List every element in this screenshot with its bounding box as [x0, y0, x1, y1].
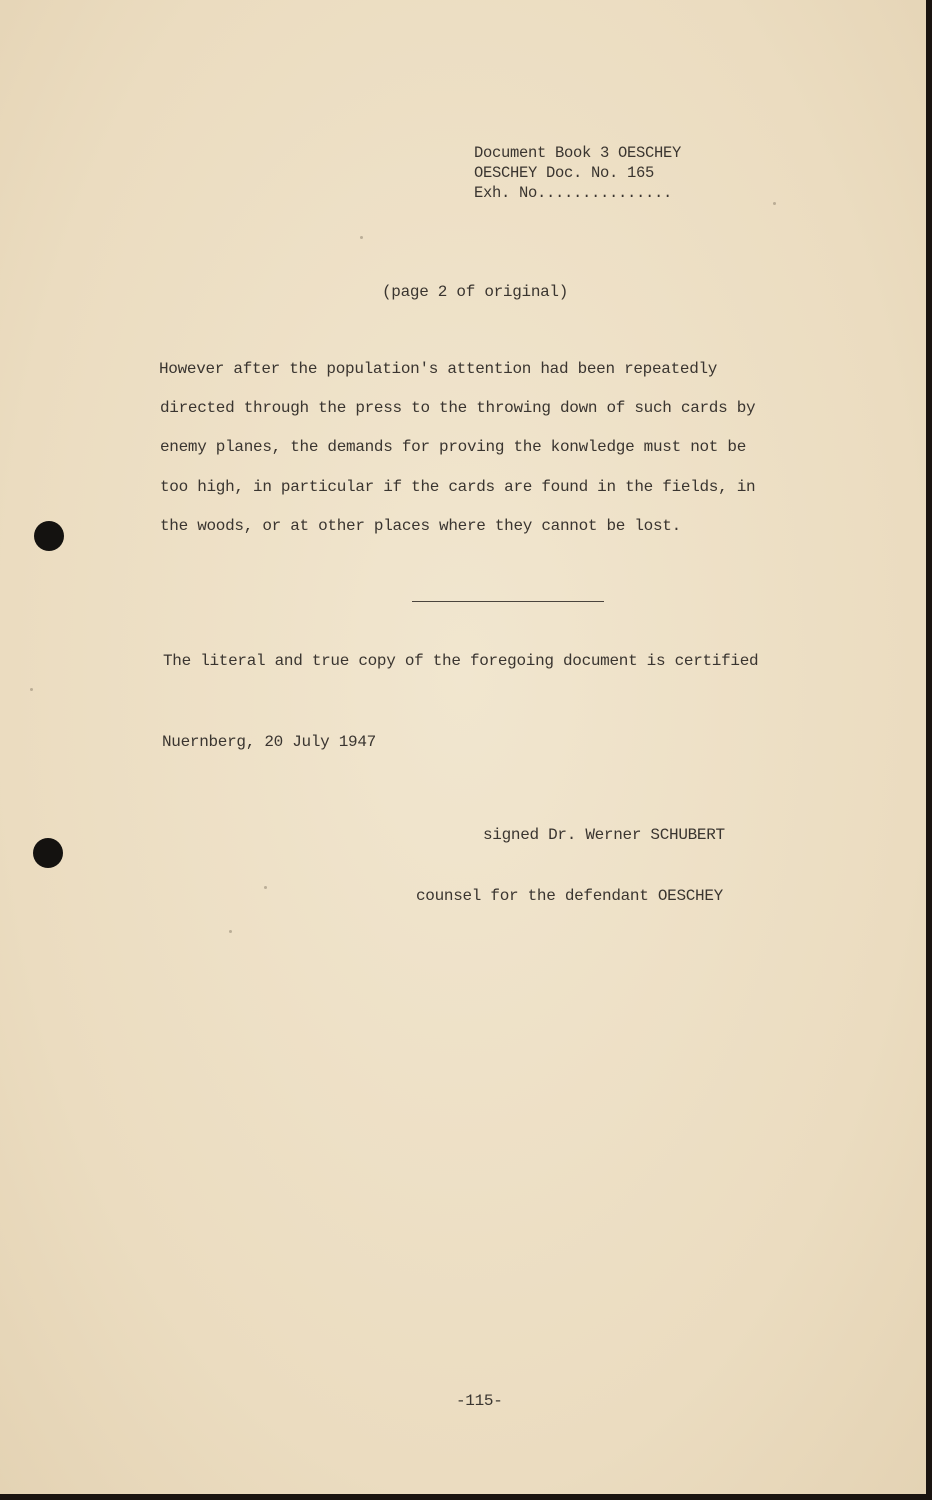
body-line: too high, in particular if the cards are found in the fields, in [160, 478, 756, 496]
paper-speck [30, 688, 33, 691]
body-line: the woods, or at other places where they cannot be lost. [160, 517, 681, 535]
document-book-line: Document Book 3 OESCHEY [474, 144, 682, 162]
punch-hole-bottom [33, 838, 63, 868]
certification-statement: The literal and true copy of the foregoing document is certified [163, 652, 759, 670]
paper-speck [773, 202, 776, 205]
paper-speck [360, 236, 363, 239]
separator-rule [412, 601, 604, 602]
body-line: However after the population's attention had been repeatedly [159, 360, 718, 378]
punch-hole-top [34, 521, 64, 551]
body-line: enemy planes, the demands for proving the konwledge must not be [160, 438, 746, 456]
place-and-date: Nuernberg, 20 July 1947 [162, 733, 376, 751]
paper-speck [264, 886, 267, 889]
counsel-role: counsel for the defendant OESCHEY [416, 887, 723, 905]
paper-speck [229, 930, 232, 933]
exhibit-number-line: Exh. No............... [474, 184, 673, 202]
page-of-original-note: (page 2 of original) [382, 283, 569, 301]
body-line: directed through the press to the throwing down of such cards by [160, 399, 756, 417]
page-number: -115- [456, 1392, 503, 1410]
doc-number-line: OESCHEY Doc. No. 165 [474, 164, 655, 182]
signed-by: signed Dr. Werner SCHUBERT [483, 826, 725, 844]
